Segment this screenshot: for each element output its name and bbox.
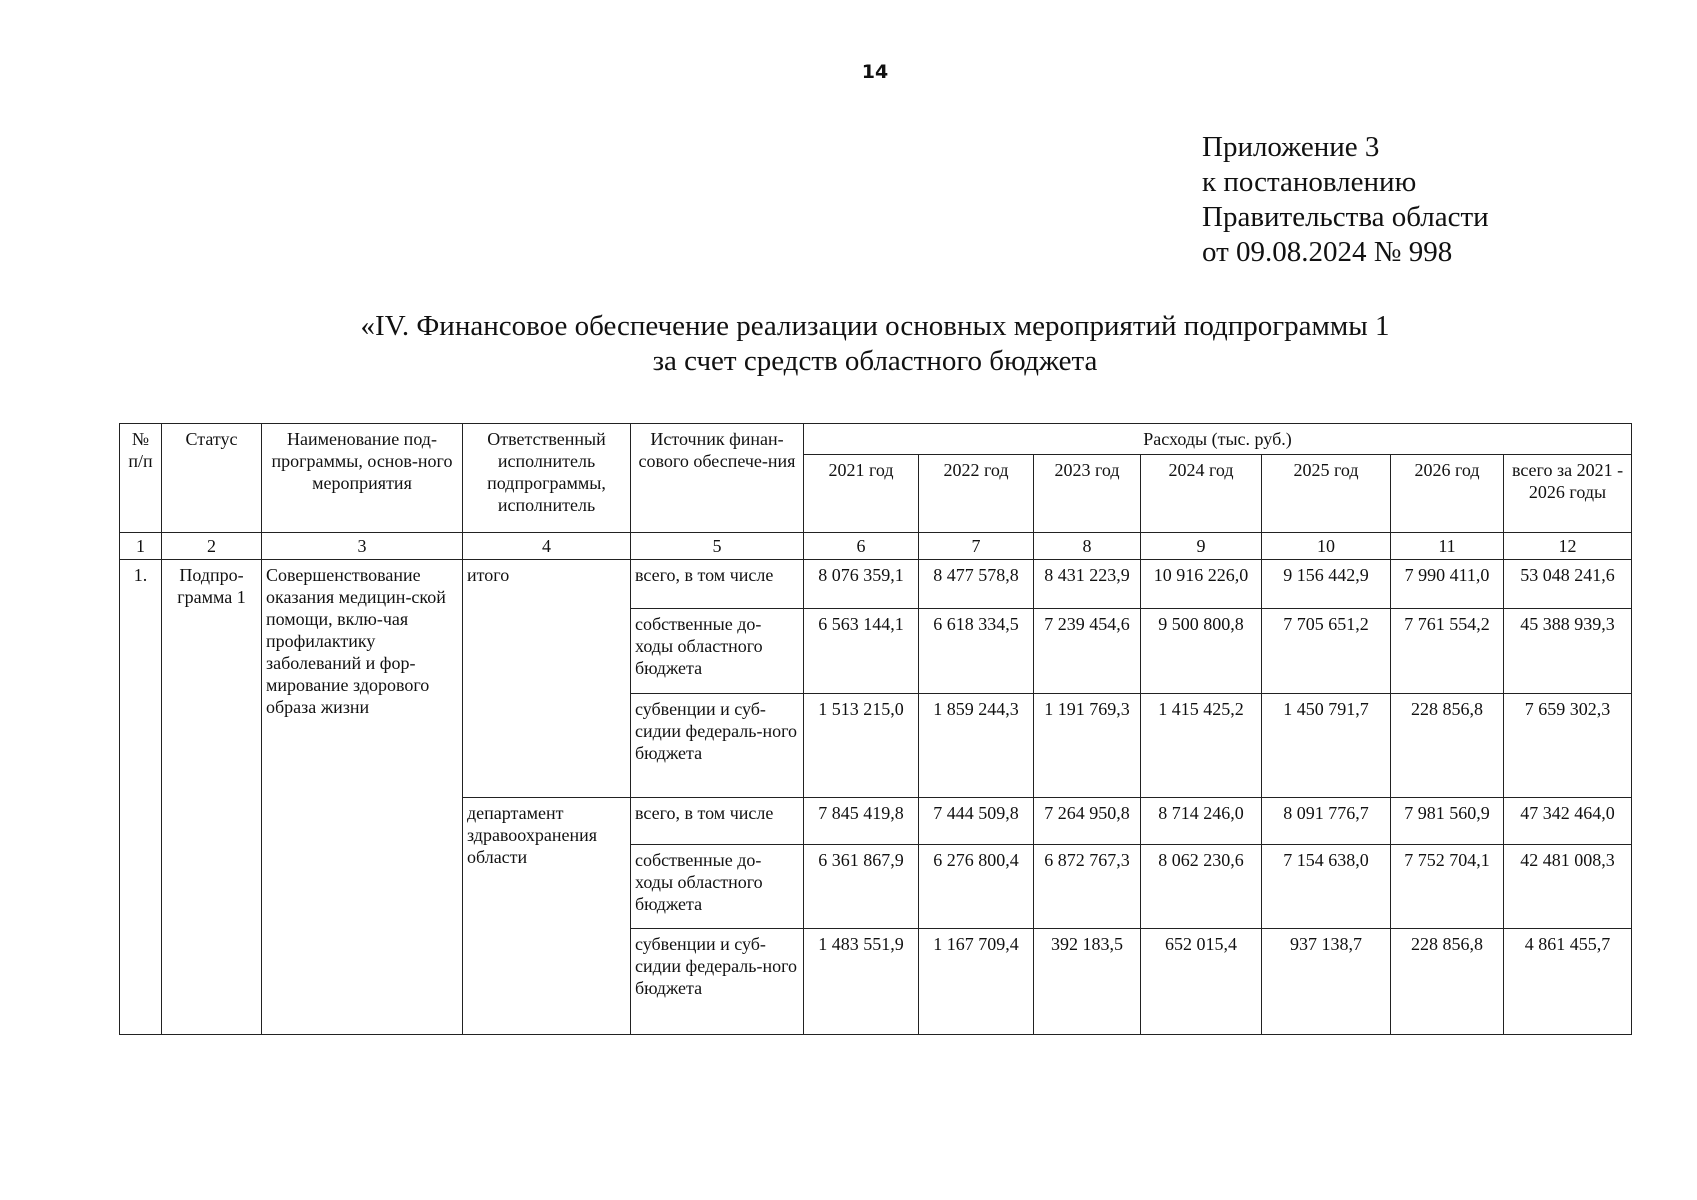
- value-cell-total: 42 481 008,3: [1504, 845, 1632, 929]
- value-cell-total: 7 659 302,3: [1504, 694, 1632, 798]
- value-cell: 1 167 709,4: [919, 929, 1034, 1035]
- row-source: субвенции и суб-сидии федераль-ного бюджета: [631, 929, 804, 1035]
- header-year-total: всего за 2021 - 2026 годы: [1504, 455, 1632, 533]
- value-cell-total: 45 388 939,3: [1504, 609, 1632, 694]
- value-cell: 392 183,5: [1034, 929, 1141, 1035]
- column-number: 11: [1391, 533, 1504, 560]
- header-expenses: Расходы (тыс. руб.): [804, 424, 1632, 455]
- row-source: всего, в том числе: [631, 798, 804, 845]
- value-cell: 1 859 244,3: [919, 694, 1034, 798]
- value-cell: 8 714 246,0: [1141, 798, 1262, 845]
- appendix-line: от 09.08.2024 № 998: [1202, 236, 1453, 268]
- row-status: Подпро-грамма 1: [162, 560, 262, 1035]
- column-number: 9: [1141, 533, 1262, 560]
- header-year: 2022 год: [919, 455, 1034, 533]
- header-source: Источник финан-сового обеспече-ния: [631, 424, 804, 533]
- value-cell: 8 076 359,1: [804, 560, 919, 609]
- row-source: собственные до-ходы областного бюджета: [631, 609, 804, 694]
- value-cell: 1 415 425,2: [1141, 694, 1262, 798]
- row-source: субвенции и суб-сидии федераль-ного бюджета: [631, 694, 804, 798]
- title-line: «IV. Финансовое обеспечение реализации основных мероприятий подпрограммы 1: [360, 310, 1390, 342]
- header-year: 2025 год: [1262, 455, 1391, 533]
- header-name: Наименование под-программы, основ-ного мероприятия: [262, 424, 463, 533]
- column-number: 10: [1262, 533, 1391, 560]
- appendix-line: Правительства области: [1202, 201, 1489, 233]
- title-line: за счет средств областного бюджета: [652, 345, 1098, 377]
- appendix-line: к постановлению: [1202, 166, 1417, 198]
- header-num: № п/п: [120, 424, 162, 533]
- header-year: 2024 год: [1141, 455, 1262, 533]
- header-year: 2023 год: [1034, 455, 1141, 533]
- value-cell: 7 990 411,0: [1391, 560, 1504, 609]
- column-number: 4: [463, 533, 631, 560]
- row-executor: итого: [463, 560, 631, 798]
- header-row: [120, 424, 1632, 455]
- value-cell-total: 47 342 464,0: [1504, 798, 1632, 845]
- header-status: Статус: [162, 424, 262, 533]
- value-cell: 7 154 638,0: [1262, 845, 1391, 929]
- value-cell: 6 563 144,1: [804, 609, 919, 694]
- value-cell: 6 361 867,9: [804, 845, 919, 929]
- row-source: собственные до-ходы областного бюджета: [631, 845, 804, 929]
- value-cell: 9 500 800,8: [1141, 609, 1262, 694]
- header-year: 2026 год: [1391, 455, 1504, 533]
- value-cell: 8 091 776,7: [1262, 798, 1391, 845]
- value-cell: 937 138,7: [1262, 929, 1391, 1035]
- value-cell: 8 062 230,6: [1141, 845, 1262, 929]
- column-number: 2: [162, 533, 262, 560]
- value-cell: 1 483 551,9: [804, 929, 919, 1035]
- value-cell: 652 015,4: [1141, 929, 1262, 1035]
- value-cell: 6 872 767,3: [1034, 845, 1141, 929]
- column-number: 5: [631, 533, 804, 560]
- row-name: Совершенствование оказания медицин-ской помощи, вклю-чая профилактику заболеваний и фор-мирование здорового образа жизни: [262, 560, 463, 1035]
- table-row: [120, 560, 1632, 609]
- value-cell-total: 53 048 241,6: [1504, 560, 1632, 609]
- appendix-block: [1202, 130, 1489, 270]
- value-cell: 6 276 800,4: [919, 845, 1034, 929]
- value-cell: 1 191 769,3: [1034, 694, 1141, 798]
- value-cell-total: 4 861 455,7: [1504, 929, 1632, 1035]
- value-cell: 7 705 651,2: [1262, 609, 1391, 694]
- row-number: 1.: [120, 560, 162, 1035]
- value-cell: 9 156 442,9: [1262, 560, 1391, 609]
- header-executor: Ответственный исполнитель подпрограммы, исполнитель: [463, 424, 631, 533]
- value-cell: 6 618 334,5: [919, 609, 1034, 694]
- column-number: 1: [120, 533, 162, 560]
- value-cell: 1 450 791,7: [1262, 694, 1391, 798]
- value-cell: 7 264 950,8: [1034, 798, 1141, 845]
- row-executor: департамент здравоохранения области: [463, 798, 631, 1035]
- column-number: 8: [1034, 533, 1141, 560]
- value-cell: 10 916 226,0: [1141, 560, 1262, 609]
- value-cell: 7 845 419,8: [804, 798, 919, 845]
- appendix-line: Приложение 3: [1202, 131, 1380, 163]
- value-cell: 7 761 554,2: [1391, 609, 1504, 694]
- value-cell: 7 752 704,1: [1391, 845, 1504, 929]
- value-cell: 7 981 560,9: [1391, 798, 1504, 845]
- value-cell: 7 239 454,6: [1034, 609, 1141, 694]
- column-number: 12: [1504, 533, 1632, 560]
- document-title: [240, 309, 1510, 379]
- header-year: 2021 год: [804, 455, 919, 533]
- column-numbers-row: [120, 533, 1632, 560]
- page-number: 14: [861, 61, 889, 83]
- column-number: 7: [919, 533, 1034, 560]
- value-cell: 8 431 223,9: [1034, 560, 1141, 609]
- value-cell: 8 477 578,8: [919, 560, 1034, 609]
- value-cell: 228 856,8: [1391, 694, 1504, 798]
- value-cell: 7 444 509,8: [919, 798, 1034, 845]
- financing-table: [119, 423, 1632, 1035]
- value-cell: 1 513 215,0: [804, 694, 919, 798]
- column-number: 6: [804, 533, 919, 560]
- value-cell: 228 856,8: [1391, 929, 1504, 1035]
- column-number: 3: [262, 533, 463, 560]
- row-source: всего, в том числе: [631, 560, 804, 609]
